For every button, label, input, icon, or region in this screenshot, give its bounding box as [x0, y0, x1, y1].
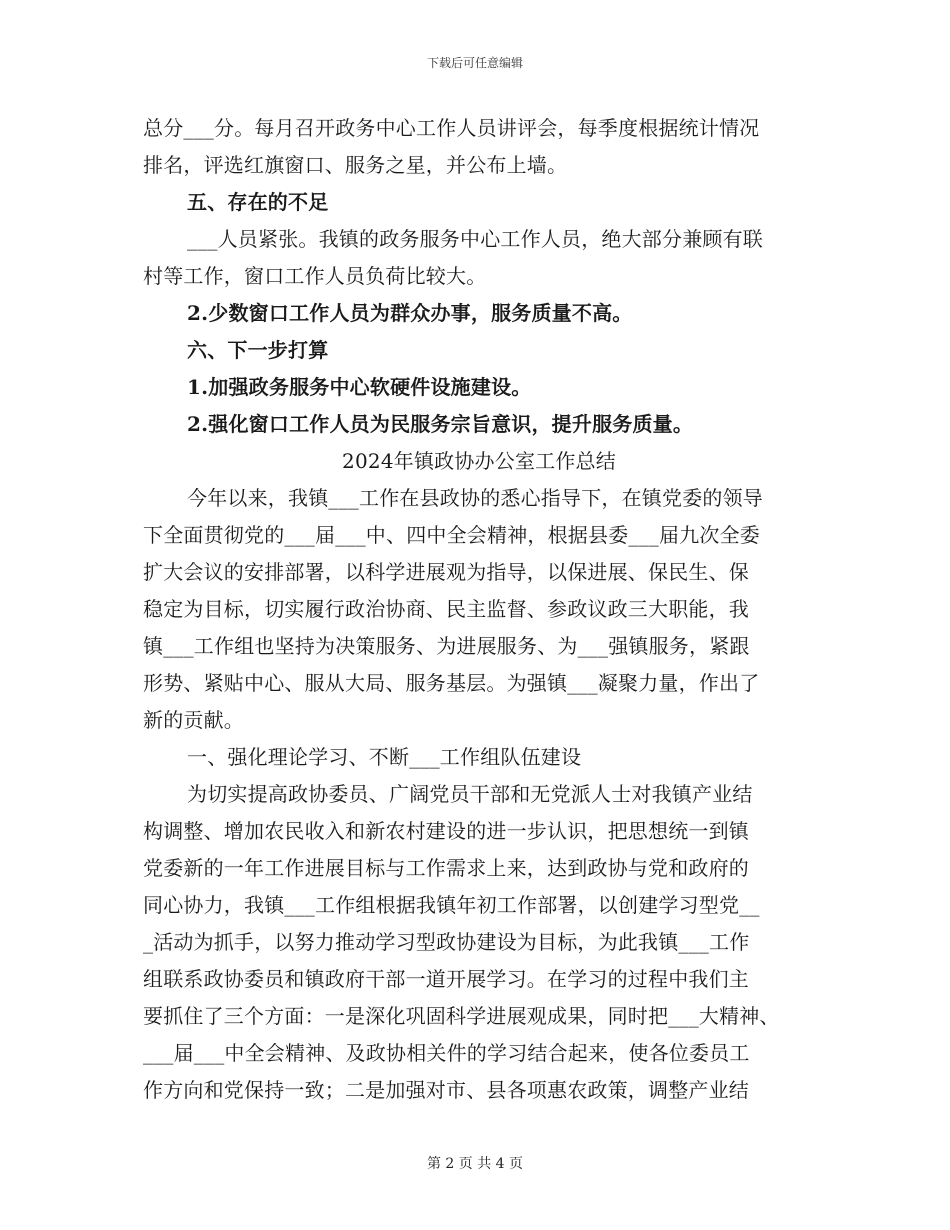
text-line: ___人员紧张。我镇的政务服务中心工作人员，绝大部分兼顾有联: [187, 227, 763, 251]
heading-line: 1.加强政务服务中心软硬件设施建设。: [187, 375, 532, 399]
text-line: 扩大会议的安排部署，以科学进展观为指导，以保进展、保民生、保: [143, 560, 749, 584]
text-line: 构调整、增加农民收入和新农村建设的进一步认识，把思想统一到镇: [143, 819, 749, 843]
heading-line: 六、下一步打算: [187, 338, 329, 362]
text-line: 村等工作，窗口工作人员负荷比较大。: [143, 264, 487, 288]
text-line: 组联系政协委员和镇政府干部一道开展学习。在学习的过程中我们主: [143, 967, 749, 991]
text-line: 新的贡献。: [143, 708, 244, 732]
text-line: 为切实提高政协委员、广阔党员干部和无党派人士对我镇产业结: [187, 782, 753, 806]
document-body: [143, 110, 815, 1109]
text-line: 镇___工作组也坚持为决策服务、为进展服务、为___强镇服务，紧跟: [143, 634, 750, 658]
heading-line: 五、存在的不足: [187, 190, 329, 214]
text-line: 稳定为目标，切实履行政治协商、民主监督、参政议政三大职能，我: [143, 597, 749, 621]
text-line: 党委新的一年工作进展目标与工作需求上来，达到政协与党和政府的: [143, 856, 749, 880]
text-line: ___届___中全会精神、及政协相关件的学习结合起来，使各位委员工: [143, 1041, 750, 1065]
page-number: 第 2 页 共 4 页: [426, 1156, 524, 1172]
text-line: 形势、紧贴中心、服从大局、服务基层。为强镇___凝聚力量，作出了: [143, 671, 760, 695]
heading-line: 2.强化窗口工作人员为民服务宗旨意识，提升服务质量。: [187, 412, 694, 436]
text-line: 下全面贯彻党的___届___中、四中全会精神，根据县委___届九次全委: [143, 523, 760, 547]
text-line: 今年以来，我镇___工作在县政协的悉心指导下，在镇党委的领导: [187, 486, 763, 510]
text-line: 同心协力，我镇___工作组根据我镇年初工作部署，以创建学习型党__: [143, 893, 760, 917]
section-title: 2024年镇政协办公室工作总结: [342, 449, 616, 473]
text-line: 作方向和党保持一致；二是加强对市、县各项惠农政策，调整产业结: [143, 1078, 749, 1102]
heading-line: 2.少数窗口工作人员为群众办事，服务质量不高。: [187, 301, 633, 325]
text-line: 总分___分。每月召开政务中心工作人员讲评会，每季度根据统计情况: [143, 116, 760, 140]
text-line: 排名，评选红旗窗口、服务之星，并公布上墙。: [143, 153, 568, 177]
text-line: 一、强化理论学习、不断___工作组队伍建设: [187, 745, 582, 769]
text-line: _活动为抓手，以努力推动学习型政协建设为目标，为此我镇___工作: [143, 930, 750, 954]
text-line: 要抓住了三个方面：一是深化巩固科学进展观成果，同时把___大精神、: [143, 1004, 780, 1028]
page-header-note: 下载后可任意编辑: [426, 56, 523, 70]
